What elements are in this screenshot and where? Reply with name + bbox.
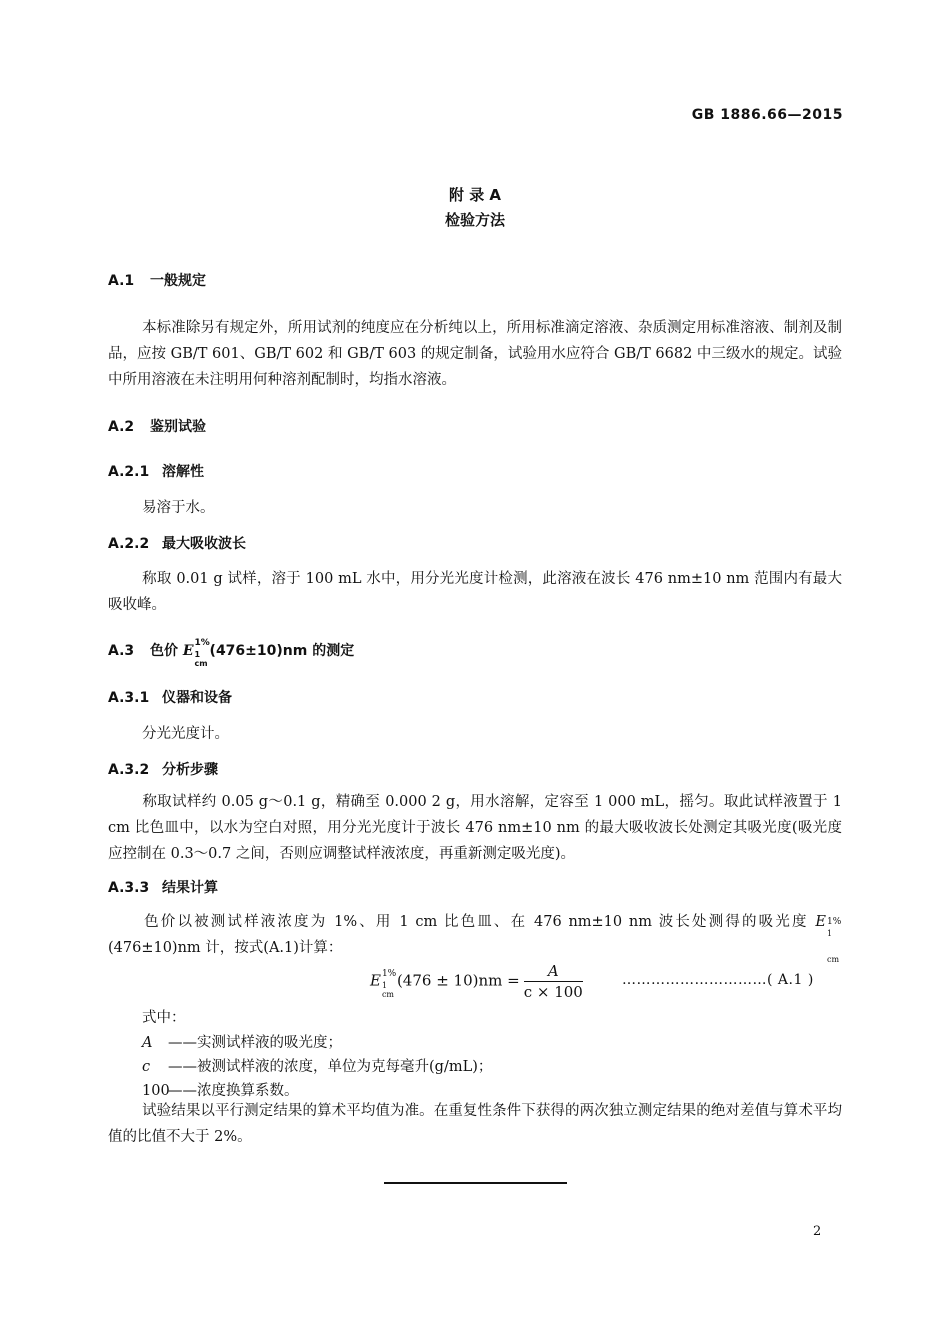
- paragraph-general-rules: [108, 315, 842, 393]
- page-number: 2: [813, 1224, 822, 1239]
- heading-title: 溶解性: [162, 464, 204, 480]
- definition-symbol: c: [142, 1059, 151, 1075]
- e-symbol: E: [815, 914, 826, 930]
- heading-number: A.2.2: [108, 536, 150, 552]
- equation-number: …………………………( A.1 ): [622, 972, 814, 988]
- document-number: GB 1886.66—2015: [691, 107, 843, 123]
- heading-a3: [108, 638, 355, 668]
- heading-title: 仪器和设备: [162, 690, 232, 706]
- paragraph-procedure: [108, 789, 842, 867]
- formula-denominator: c × 100: [523, 983, 583, 1001]
- formula-lhs-tail: (476 ± 10)nm =: [396, 971, 520, 990]
- definition-item: [142, 1079, 299, 1100]
- heading-a22: [108, 533, 246, 553]
- heading-a1: [108, 270, 206, 290]
- definition-symbol: 100: [142, 1083, 170, 1099]
- paragraph-calculation: [108, 909, 842, 964]
- heading-title: 一般规定: [150, 273, 206, 289]
- heading-title: 最大吸收波长: [162, 536, 246, 552]
- paragraph-text-post: (476±10)nm 计，按式(A.1)计算：: [108, 940, 343, 956]
- heading-title: 结果计算: [162, 880, 218, 896]
- where-label: 式中：: [142, 1010, 186, 1026]
- heading-a33: [108, 877, 218, 897]
- heading-title-post: (476±10)nm 的测定: [209, 643, 355, 659]
- e-indices: [826, 915, 842, 964]
- definition-item: [142, 1055, 492, 1076]
- paragraph-text: 试验结果以平行测定结果的算术平均值为准。在重复性条件下获得的两次独立测定结果的绝对差值与算术平均值的比值不大于 2%。: [108, 1103, 842, 1145]
- e-indices: [194, 638, 210, 668]
- appendix-title: 附 录 A: [448, 186, 502, 204]
- paragraph-text-pre: 色价以被测试样液浓度为 1%、用 1 cm 比色皿、在 476 nm±10 nm 波长处测得的吸光度: [142, 914, 816, 930]
- formula-a1: [370, 962, 583, 1001]
- e-subscript: 1 cm: [381, 980, 395, 999]
- heading-title: 鉴别试验: [150, 419, 206, 435]
- definition-text: ——实测试样液的吸光度；: [168, 1035, 342, 1051]
- definition-symbol: A: [142, 1035, 153, 1051]
- heading-a32: [108, 759, 218, 779]
- e-superscript: 1%: [381, 968, 397, 979]
- e-subscript: 1 cm: [827, 929, 840, 964]
- definition-text: ——浓度换算系数。: [168, 1083, 299, 1099]
- formula-fraction: [524, 962, 583, 1001]
- heading-title-pre: 色价: [150, 643, 183, 659]
- heading-number: A.3.3: [108, 880, 150, 896]
- end-rule: [384, 1182, 567, 1184]
- heading-a21: [108, 461, 204, 481]
- paragraph-max-absorption: [108, 566, 842, 618]
- definition-item: [142, 1031, 342, 1052]
- definition-text: ——被测试样液的浓度，单位为克每毫升(g/mL)；: [168, 1059, 493, 1075]
- paragraph-text: 称取试样约 0.05 g～0.1 g，精确至 0.000 2 g，用水溶解，定容至 1 000 mL，摇匀。取此试样液置于 1 cm 比色皿中，以水为空白对照，用分光光度计于波长 476 nm±10 nm 的最大吸收波长处测定其吸光度(吸光度应控制在 0.3～0.7 之间，否则应调整试样液浓度，再重新测定吸光度)。: [108, 794, 842, 862]
- e-symbol: E: [370, 971, 381, 990]
- paragraph-text: 称取 0.01 g 试样，溶于 100 mL 水中，用分光光度计检测，此溶液在波长 476 nm±10 nm 范围内有最大吸收峰。: [108, 571, 842, 613]
- e-subscript: 1 cm: [194, 650, 208, 668]
- e-indices: [381, 968, 397, 999]
- e-superscript: 1%: [827, 917, 842, 927]
- solubility-text: 易溶于水。: [142, 500, 215, 516]
- paragraph-result: [108, 1098, 842, 1150]
- heading-number: A.3.2: [108, 762, 150, 778]
- formula-numerator: A: [524, 962, 583, 982]
- heading-number: A.2.1: [108, 464, 150, 480]
- e-superscript: 1%: [194, 638, 210, 648]
- heading-number: A.3: [108, 643, 135, 659]
- heading-a2: [108, 416, 206, 436]
- paragraph-text: 本标准除另有规定外，所用试剂的纯度应在分析纯以上，所用标准滴定溶液、杂质测定用标准溶液、制剂及制品，应按 GB/T 601、GB/T 602 和 GB/T 603 的规定制备，试验用水应符合 GB/T 6682 中三级水的规定。试验中所用溶液在未注明用何种溶剂配制时，均指水溶液。: [108, 320, 842, 388]
- e-symbol: E: [182, 643, 194, 659]
- heading-a31: [108, 687, 232, 707]
- instrument-text: 分光光度计。: [142, 726, 229, 742]
- heading-number: A.1: [108, 273, 135, 289]
- heading-number: A.3.1: [108, 690, 150, 706]
- appendix-subtitle: 检验方法: [444, 211, 505, 229]
- heading-number: A.2: [108, 419, 135, 435]
- heading-title: 分析步骤: [162, 762, 218, 778]
